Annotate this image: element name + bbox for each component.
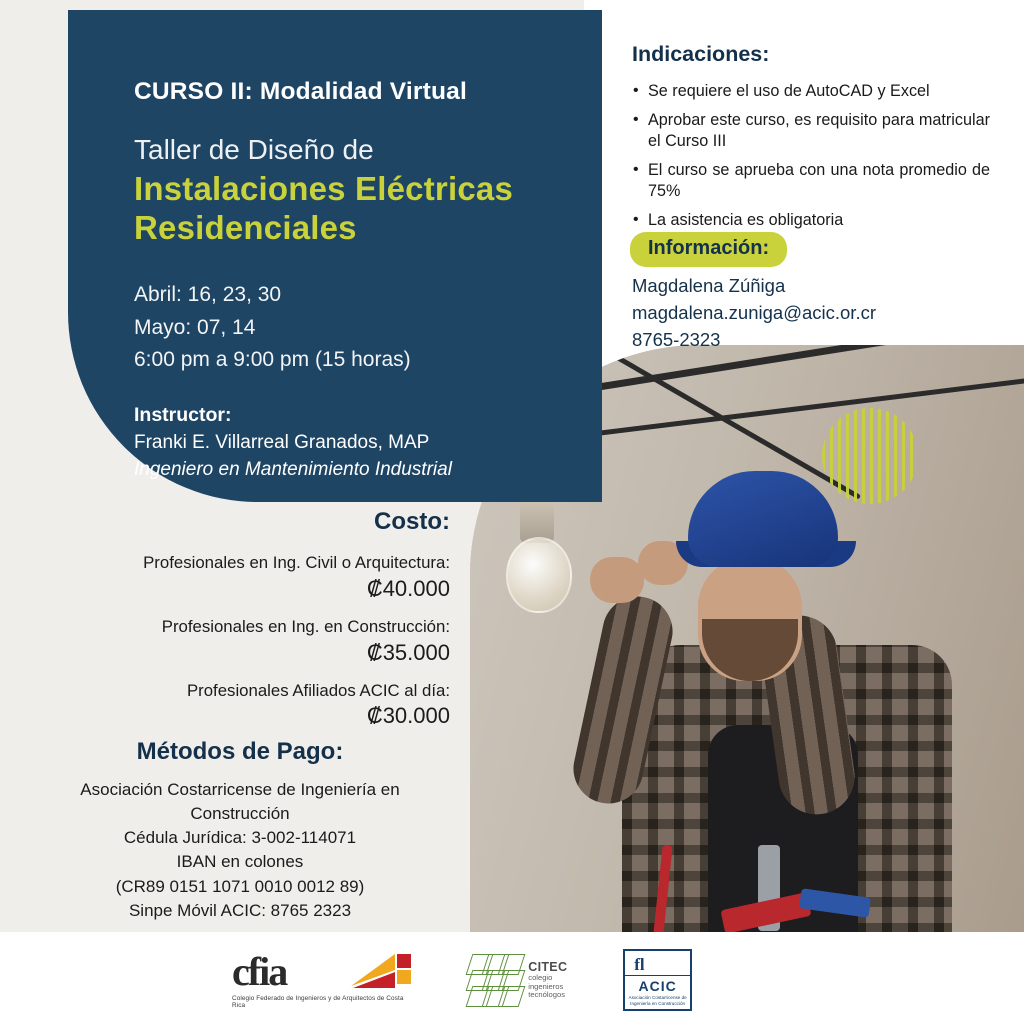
contact-email[interactable]: magdalena.zuniga@acic.or.cr <box>632 302 876 323</box>
course-title-line-2: Instalaciones Eléctricas <box>134 170 513 207</box>
course-title-line-3: Residenciales <box>134 208 357 246</box>
footer-bar <box>0 932 1024 1024</box>
citec-line-2: ingenieros <box>528 981 564 991</box>
acic-name: ACIC <box>625 975 690 994</box>
list-item: • El curso se aprueba con una nota promedio de 75% <box>648 160 990 203</box>
schedule-line-1: Abril: 16, 23, 30 <box>134 283 282 307</box>
cost-amount: ₡35.000 <box>366 639 450 665</box>
costs-block <box>60 508 450 743</box>
indications-list <box>632 81 990 231</box>
information-badge: Información: <box>630 232 787 267</box>
worker-hand-left <box>590 557 644 603</box>
citec-grid-icon <box>469 954 521 1006</box>
course-panel <box>68 10 602 502</box>
cost-row <box>60 616 450 666</box>
instructor-block <box>134 402 604 484</box>
payment-line-5: Sinpe Móvil ACIC: 8765 2323 <box>128 900 352 920</box>
indications-block <box>632 42 990 238</box>
citec-wordmark <box>528 960 567 1000</box>
indications-title: Indicaciones: <box>632 42 770 66</box>
cost-row <box>60 680 450 730</box>
costs-title: Costo: <box>374 508 450 535</box>
cfia-logo <box>232 946 413 1014</box>
instructor-name: Franki E. Villarreal Granados, MAP <box>134 431 430 453</box>
light-bulb <box>506 537 572 613</box>
course-schedule <box>134 279 604 376</box>
decorative-hatched-circle <box>822 408 918 504</box>
cfia-subtitle: Colegio Federado de Ingenieros y de Arquitectos de Costa Rica <box>232 994 404 1009</box>
contact-phone[interactable]: 8765-2323 <box>632 329 721 350</box>
payment-line-3: IBAN en colones <box>176 852 304 872</box>
acic-logo <box>623 949 692 1011</box>
cost-amount: ₡30.000 <box>366 703 450 729</box>
citec-name: CITEC <box>528 960 568 975</box>
citec-line-1: colegio <box>528 973 553 983</box>
payment-line-1: Asociación Costarricense de Ingeniería en Construcción <box>80 780 400 824</box>
cost-label: Profesionales en Ing. Civil o Arquitectura: <box>143 553 450 572</box>
cost-row <box>60 552 450 602</box>
payment-title: Métodos de Pago: <box>136 738 344 765</box>
list-item: • Aprobar este curso, es requisito para matricular el Curso III <box>648 110 990 153</box>
cfia-wordmark: cfia <box>232 948 287 994</box>
payment-block <box>30 738 450 923</box>
payment-line-4: (CR89 0151 1071 0010 0012 89) <box>115 876 365 896</box>
course-panel-content <box>134 78 604 484</box>
instructor-role: Ingeniero en Mantenimiento Industrial <box>134 458 452 480</box>
instructor-label: Instructor: <box>134 404 232 427</box>
contact-name: Magdalena Zúñiga <box>632 275 786 296</box>
cost-label: Profesionales Afiliados ACIC al día: <box>186 680 450 700</box>
list-item: • Se requiere el uso de AutoCAD y Excel <box>648 81 990 103</box>
cost-amount: ₡40.000 <box>366 575 450 601</box>
cost-label: Profesionales en Ing. en Construcción: <box>161 616 450 636</box>
course-title-line-1: Taller de Diseño de <box>134 134 374 165</box>
schedule-line-2: Mayo: 07, 14 <box>134 315 256 339</box>
citec-line-3: tecnólogos <box>528 990 565 1000</box>
list-item: • La asistencia es obligatoria <box>648 210 990 232</box>
acic-monogram: fl <box>634 955 645 974</box>
acic-subtitle: Asociación Costarricense de Ingeniería en Construcción <box>628 995 687 1006</box>
logo-row <box>232 942 692 1018</box>
citec-logo <box>469 954 567 1006</box>
course-kicker: CURSO II: Modalidad Virtual <box>134 78 468 105</box>
schedule-line-3: 6:00 pm a 9:00 pm (15 horas) <box>134 347 411 371</box>
payment-line-2: Cédula Jurídica: 3-002-114071 <box>123 828 357 848</box>
cfia-mark-icon <box>349 952 413 992</box>
information-contact <box>632 272 876 353</box>
